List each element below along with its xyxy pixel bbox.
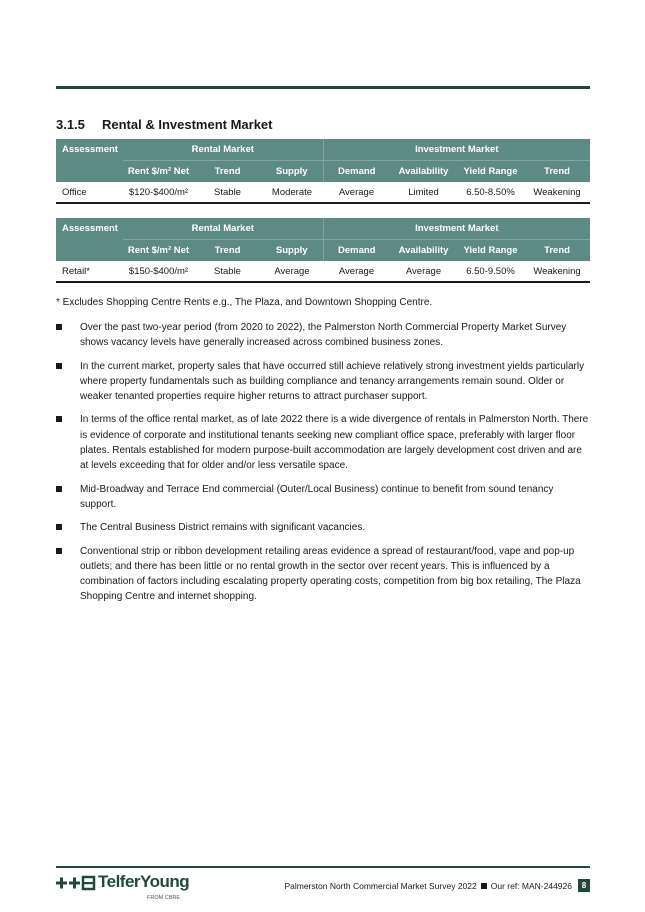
bullet-text: The Central Business District remains with significant vacancies. — [80, 522, 366, 534]
column-header: Rent $/m² Net — [123, 161, 194, 183]
table-cell: Moderate — [261, 182, 323, 203]
section-title: Rental & Investment Market — [102, 117, 273, 132]
list-item — [56, 482, 592, 513]
column-header: Availability — [390, 240, 457, 262]
column-header: Yield Range — [457, 161, 524, 183]
bullet-text: In terms of the office rental market, as of late 2022 there is a wide divergence of rentals in Palmerston North. There is evidence of corporate and institutional tenants seeking new compliant office space, preferably with larger floor plates. Rentals established for modern purpose-built accommodation are largely development cost driven and are at levels exceeding that for older and/or less versatile space. — [80, 414, 589, 472]
bullet-square-icon — [56, 416, 62, 422]
table-cell: 6.50-8.50% — [457, 182, 524, 203]
column-header: Trend — [194, 161, 261, 183]
table-cell: Weakening — [524, 182, 590, 203]
footer-text — [284, 881, 572, 891]
column-header: Trend — [524, 161, 590, 183]
bullet-text: In the current market, property sales that have occurred still achieve relatively strong investment yields particularly where property fundamentals such as building compliance and tenancy arrangements remain sound. Older or weaker tenanted properties require higher returns to attract purchaser support. — [80, 360, 585, 403]
top-rule — [56, 86, 590, 89]
table-cell: $120-$400/m² — [123, 182, 194, 203]
column-header: Rent $/m² Net — [123, 240, 194, 262]
footnote: * Excludes Shopping Centre Rents e.g., The Plaza, and Downtown Shopping Centre. — [56, 297, 433, 308]
table-row — [56, 182, 590, 203]
footer-reference: Our ref: MAN-244926 — [490, 881, 572, 891]
column-header: Trend — [194, 240, 261, 262]
bullet-text: Mid-Broadway and Terrace End commercial (Outer/Local Business) continue to benefit from sound tenancy support. — [80, 483, 554, 510]
bullet-square-icon — [56, 548, 62, 554]
section-number: 3.1.5 — [56, 117, 85, 132]
table-cell: $150-$400/m² — [123, 261, 194, 282]
column-header: Supply — [261, 240, 323, 262]
column-header — [56, 161, 123, 183]
plus-plus-equals-logo-icon — [56, 874, 96, 892]
list-item — [56, 520, 592, 535]
table-cell: Average — [323, 261, 390, 282]
table-cell: Stable — [194, 182, 261, 203]
table-cell: 6.50-9.50% — [457, 261, 524, 282]
column-header: Demand — [323, 161, 390, 183]
bottom-rule — [56, 866, 590, 868]
table-row — [56, 261, 590, 282]
office-market-table — [56, 139, 590, 204]
table-cell: Limited — [390, 182, 457, 203]
bullet-square-icon — [56, 486, 62, 492]
table-cell: Average — [323, 182, 390, 203]
assessment-header: Assessment — [56, 139, 123, 161]
table-cell: Retail* — [56, 261, 123, 282]
column-header: Supply — [261, 161, 323, 183]
table-cell: Stable — [194, 261, 261, 282]
table-cell: Average — [390, 261, 457, 282]
bullet-list — [56, 320, 592, 613]
retail-market-table — [56, 218, 590, 283]
bullet-text: Conventional strip or ribbon development retailing areas evidence a spread of restaurant/food, vape and pop-up outlets; and there has been little or no rental growth in the sector over recent years. This is influenced by a combination of factors including escalating property operating costs, competition from big box retailing, The Plaza Shopping Centre and internet shopping. — [80, 545, 581, 603]
assessment-header: Assessment — [56, 218, 123, 240]
page-number: 8 — [578, 879, 590, 892]
separator-square-icon — [481, 883, 487, 889]
table-cell: Weakening — [524, 261, 590, 282]
rental-market-header: Rental Market — [123, 218, 323, 240]
bullet-square-icon — [56, 324, 62, 330]
investment-market-header: Investment Market — [323, 218, 590, 240]
column-header: Yield Range — [457, 240, 524, 262]
bullet-square-icon — [56, 363, 62, 369]
table-cell: Average — [261, 261, 323, 282]
column-header: Demand — [323, 240, 390, 262]
logo-wordmark: TelferYoung — [98, 872, 190, 891]
list-item — [56, 544, 592, 605]
logo-subtext: FROM CBRE — [147, 895, 180, 901]
list-item — [56, 359, 592, 405]
list-item — [56, 320, 592, 351]
investment-market-header: Investment Market — [323, 139, 590, 161]
table-cell: Office — [56, 182, 123, 203]
column-header: Availability — [390, 161, 457, 183]
column-header — [56, 240, 123, 262]
column-header: Trend — [524, 240, 590, 262]
rental-market-header: Rental Market — [123, 139, 323, 161]
section-heading — [56, 117, 273, 132]
footer-survey-title: Palmerston North Commercial Market Survey 2022 — [284, 881, 477, 891]
bullet-text: Over the past two-year period (from 2020 to 2022), the Palmerston North Commercial Property Market Survey shows vacancy levels have generally increased across combined business zones. — [80, 322, 567, 349]
bullet-square-icon — [56, 524, 62, 530]
list-item — [56, 412, 592, 473]
